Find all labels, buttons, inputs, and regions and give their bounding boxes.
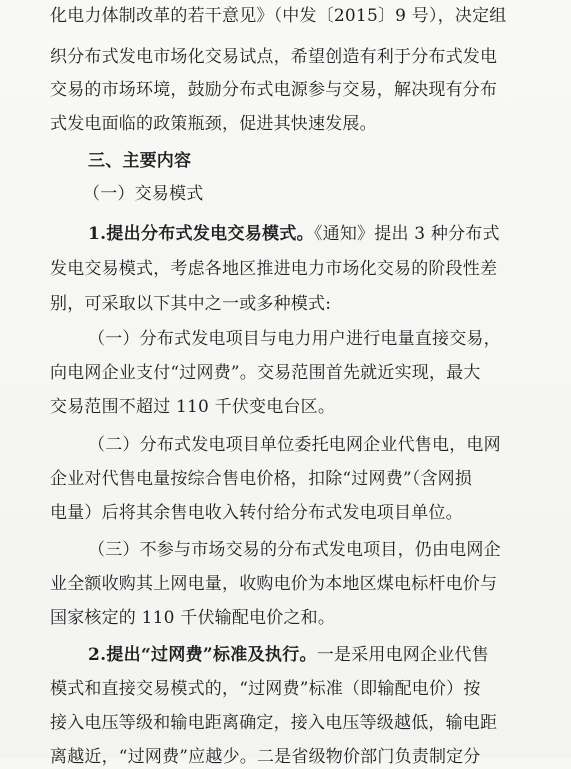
text-line-10: 交易范围不超过 110 千伏变电台区。 xyxy=(50,397,336,417)
subsection-heading: （一）交易模式 xyxy=(83,184,204,204)
point-2-text: 一是采用电网企业代售 xyxy=(316,645,489,665)
point-1-title: 1.提出分布式发电交易模式。 xyxy=(88,224,314,244)
text-line-13: 电量）后将其余售电收入转付给分布式发电项目单位。 xyxy=(50,503,463,523)
text-line-8: （一）分布式发电项目与电力用户进行电量直接交易， xyxy=(88,329,501,349)
text-line-9: 向电网企业支付“过网费”。交易范围首先就近实现，最大 xyxy=(50,363,481,383)
point-2-title: 2.提出“过网费”标准及执行。 xyxy=(88,645,317,665)
text-line-7: 别，可采取以下其中之一或多种模式: xyxy=(50,294,332,314)
text-line-18: 模式和直接交易模式的，“过网费”标准（即输配电价）按 xyxy=(50,679,481,699)
text-line-6: 发电交易模式，考虑各地区推进电力市场化交易的阶段性差 xyxy=(50,259,498,279)
text-line-4: 式发电面临的政策瓶颈，促进其快速发展。 xyxy=(50,114,377,134)
text-line-20: 离越近，“过网费”应越少。二是省级物价部门负责制定分 xyxy=(50,747,481,767)
text-line-1: 化电力体制改革的若干意见》（中发〔2015〕9 号），决定组 xyxy=(50,6,507,26)
point-2-line xyxy=(88,643,489,667)
point-1-text: 《通知》提出 3 种分布式 xyxy=(313,224,500,244)
text-line-19: 接入电压等级和输电距离确定，接入电压等级越低，输电距 xyxy=(50,713,498,733)
point-1-line xyxy=(88,222,500,246)
text-line-2: 织分布式发电市场化交易试点，希望创造有利于分布式发电 xyxy=(50,47,498,67)
text-line-15: 业全额收购其上网电量，收购电价为本地区煤电标杆电价与 xyxy=(50,574,498,594)
section-heading: 三、主要内容 xyxy=(88,151,192,171)
text-line-16: 国家核定的 110 千伏输配电价之和。 xyxy=(50,608,336,628)
text-line-12: 企业对代售电量按综合售电价格，扣除“过网费”（含网损 xyxy=(50,469,473,489)
text-line-3: 交易的市场环境，鼓励分布式电源参与交易，解决现有分布 xyxy=(50,80,498,100)
text-line-11: （二）分布式发电项目单位委托电网企业代售电，电网 xyxy=(88,435,501,455)
text-line-14: （三）不参与市场交易的分布式发电项目，仍由电网企 xyxy=(88,540,501,560)
